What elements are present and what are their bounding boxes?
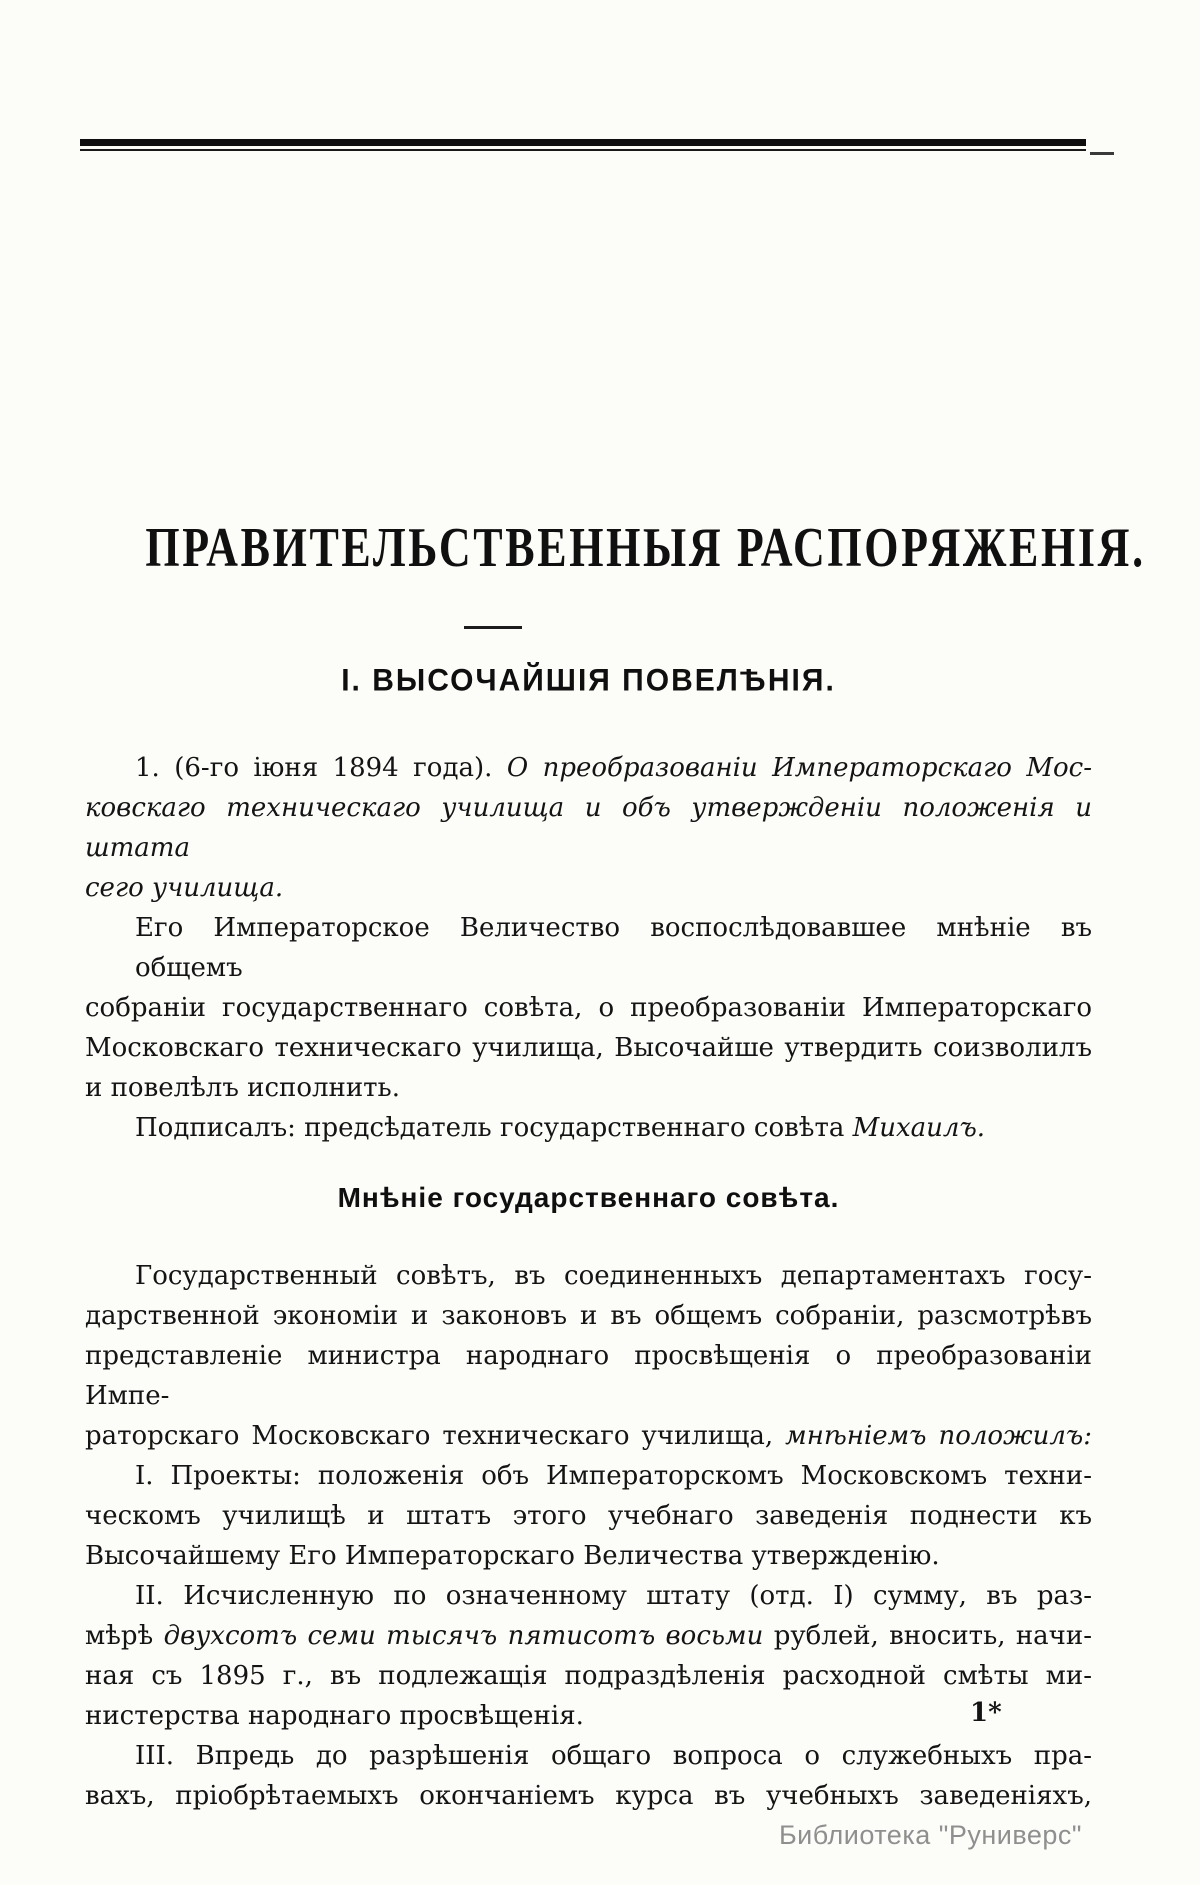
text-line: ІІІ. Впредь до разрѣшенія общаго вопроса о служебныхъ пра- bbox=[135, 1741, 1092, 1771]
body-text bbox=[85, 748, 1092, 1816]
text-line bbox=[85, 748, 1092, 788]
paragraph-4 bbox=[85, 1256, 1092, 1456]
text-segment-italic: мнѣніемъ положилъ: bbox=[785, 1421, 1093, 1451]
library-watermark: Библиотека "Руниверс" bbox=[778, 1820, 1082, 1850]
top-rule bbox=[80, 139, 1086, 151]
text-line: и повелѣлъ исполнить. bbox=[85, 1073, 400, 1103]
text-segment-italic: Михаилъ. bbox=[852, 1113, 986, 1143]
text-line: ковскаго техническаго училища и объ утвержденіи положенія и штата bbox=[85, 793, 1092, 863]
text-line bbox=[85, 1616, 1092, 1656]
text-line: ческомъ училищѣ и штатъ этого учебнаго заведенія поднести къ bbox=[85, 1501, 1092, 1531]
top-rule-end-dash bbox=[1090, 152, 1114, 155]
text-line: ная съ 1895 г., въ подлежащія подраздѣленія расходной смѣты ми- bbox=[85, 1661, 1092, 1691]
text-line bbox=[85, 1108, 1092, 1148]
text-segment: 1. (6-го іюня 1894 года). bbox=[135, 753, 507, 783]
text-line: собраніи государственнаго совѣта, о преобразованіи Императорскаго bbox=[85, 993, 1092, 1023]
text-line: дарственной экономіи и законовъ и въ общемъ собраніи, разсмотрѣвъ bbox=[85, 1301, 1092, 1331]
signature-mark: 1* bbox=[970, 1698, 1002, 1728]
text-line bbox=[85, 1416, 1092, 1456]
subsection-heading: Мнѣніе государственнаго совѣта. bbox=[337, 1182, 840, 1213]
text-line: ІІ. Исчисленную по означенному штату (отд. І) сумму, въ раз- bbox=[135, 1581, 1092, 1611]
paragraph-5-item-I bbox=[85, 1456, 1092, 1576]
text-line: представленіе министра народнаго просвѣщенія о преобразованіи Импе- bbox=[85, 1341, 1092, 1411]
text-segment: мѣрѣ bbox=[85, 1621, 164, 1651]
paragraph-6-item-II bbox=[85, 1576, 1092, 1736]
paragraph-2 bbox=[85, 908, 1092, 1108]
title-divider bbox=[464, 626, 522, 629]
paragraph-3 bbox=[85, 1108, 1092, 1148]
text-segment: рублей, вносить, начи- bbox=[763, 1621, 1092, 1651]
text-line: Высочайшему Его Императорскаго Величества утвержденію. bbox=[85, 1541, 940, 1571]
text-line: сего училища. bbox=[85, 873, 284, 903]
text-line: Его Императорское Величество воспослѣдовавшее мнѣніе въ общемъ bbox=[135, 913, 1092, 983]
section-heading: І. ВЫСОЧАЙШІЯ ПОВЕЛѢНІЯ. bbox=[341, 662, 836, 698]
text-line: Московскаго техническаго училища, Высочайше утвердить соизволилъ bbox=[85, 1033, 1092, 1063]
paragraph-1 bbox=[85, 748, 1092, 908]
paragraph-7-item-III bbox=[85, 1736, 1092, 1816]
page-title: ПРАВИТЕЛЬСТВЕННЫЯ РАСПОРЯЖЕНІЯ. bbox=[145, 515, 1146, 579]
text-line: нистерства народнаго просвѣщенія. bbox=[85, 1701, 584, 1731]
top-rule-thin-line bbox=[80, 149, 1086, 151]
text-segment: Подписалъ: предсѣдатель государственнаго совѣта bbox=[135, 1113, 853, 1143]
text-segment-italic: двухсотъ семи тысячъ пятисотъ восьми bbox=[163, 1621, 764, 1651]
text-line: І. Проекты: положенія объ Императорскомъ Московскомъ техни- bbox=[135, 1461, 1092, 1491]
text-segment-italic: О преобразованіи Императорскаго Мос- bbox=[506, 753, 1093, 783]
text-segment: раторскаго Московскаго техническаго училища, bbox=[85, 1421, 786, 1451]
text-line: Государственный совѣтъ, въ соединенныхъ департаментахъ госу- bbox=[135, 1261, 1092, 1291]
top-rule-thick-line bbox=[80, 139, 1086, 146]
text-line: вахъ, пріобрѣтаемыхъ окончаніемъ курса въ учебныхъ заведеніяхъ, bbox=[85, 1781, 1092, 1811]
